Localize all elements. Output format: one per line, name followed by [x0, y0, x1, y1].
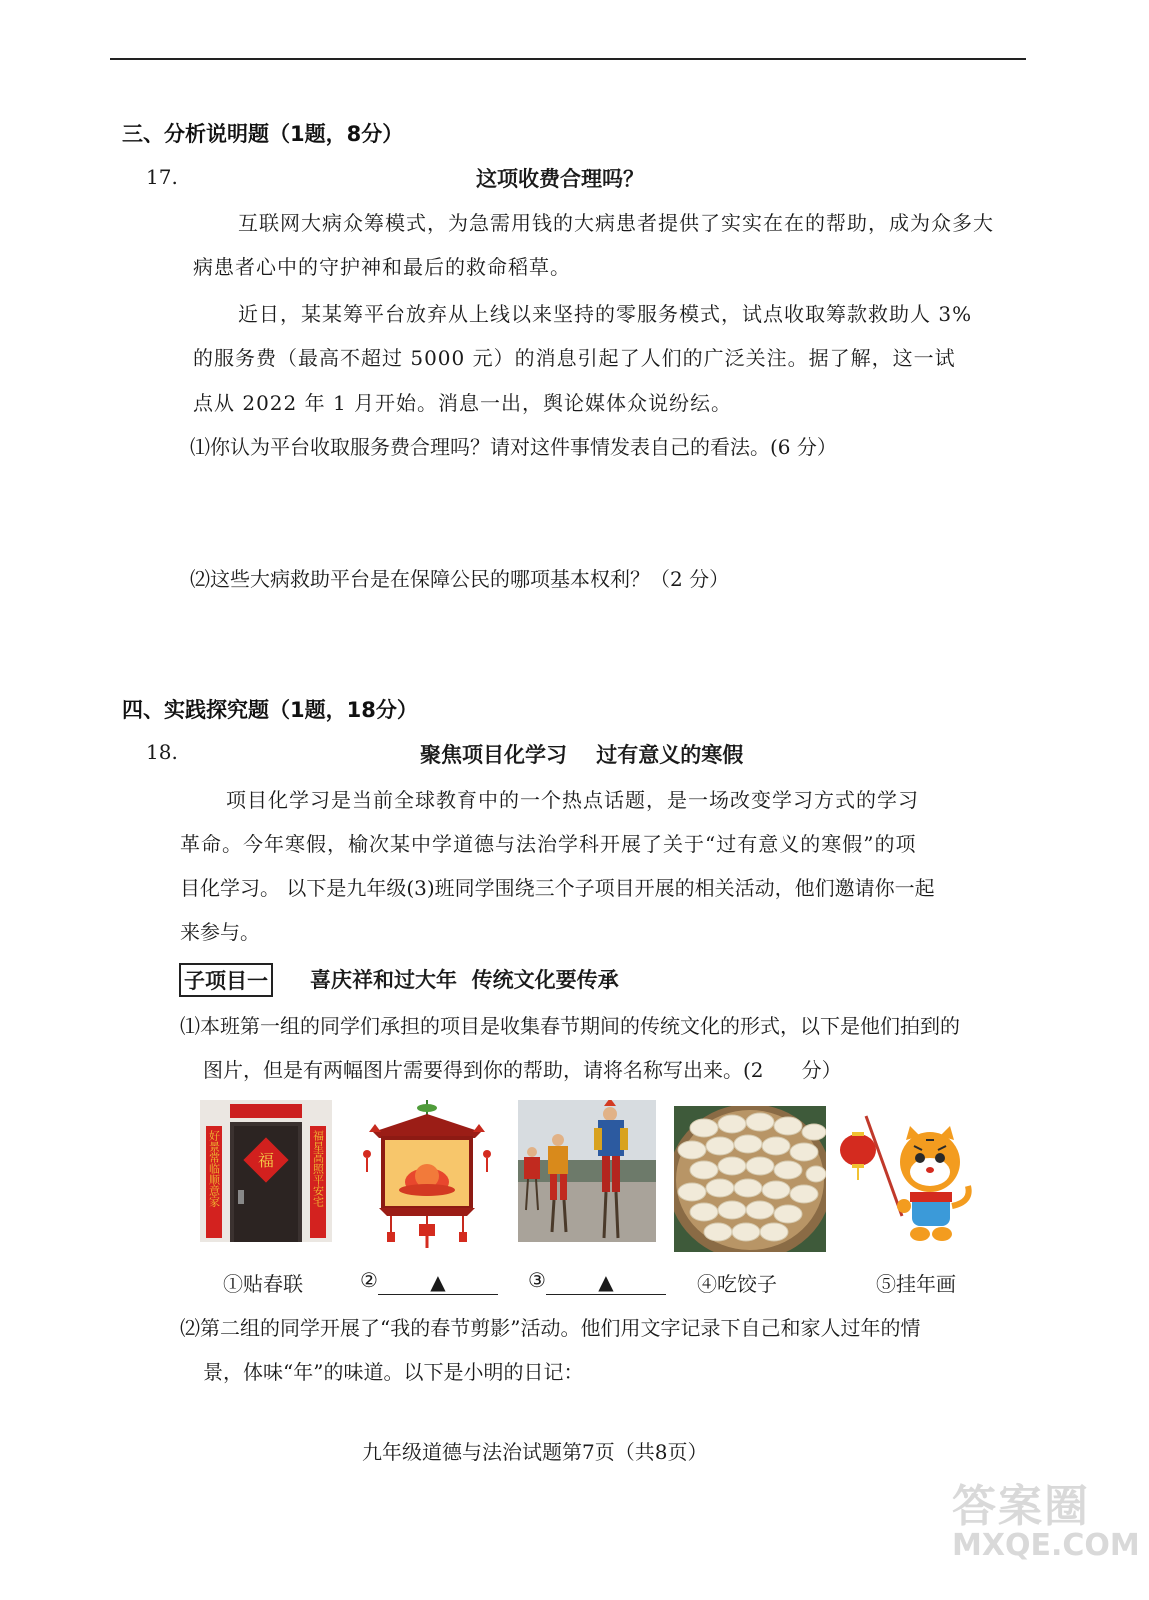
q18-intro-line4: 来参与。: [180, 920, 260, 944]
subproject-title: 喜庆祥和过大年 传统文化要传承: [310, 968, 619, 992]
watermark-bottom: MXQE.COM: [952, 1528, 1140, 1563]
photo-dumplings: [674, 1106, 826, 1252]
q17-para2-line3: 点从 2022 年 1 月开始。消息一出，舆论媒体众说纷纭。: [193, 391, 733, 415]
question-number-17: 17.: [146, 165, 178, 189]
q18-sub2-line1: ⑵第二组的同学开展了“我的春节剪影”活动。他们用文字记录下自己和家人过年的情: [180, 1316, 921, 1340]
q18-sub1-line1: ⑴本班第一组的同学们承担的项目是收集春节期间的传统文化的形式，以下是他们拍到的: [180, 1014, 960, 1038]
caption-3-blank: ▲: [546, 1270, 666, 1295]
caption-5: ⑤挂年画: [876, 1272, 956, 1296]
q17-sub1: ⑴你认为平台收取服务费合理吗？请对这件事情发表自己的看法。(6 分）: [190, 435, 837, 459]
q18-intro-line3: 目化学习。 以下是九年级(3)班同学围绕三个子项目开展的相关活动，他们邀请你一起: [180, 876, 935, 900]
watermark-top: 答案圈: [952, 1481, 1090, 1532]
door-fu-char: 福: [257, 1151, 275, 1170]
photo-spring-couplets: [200, 1100, 332, 1242]
question-number-18: 18.: [146, 740, 178, 764]
question-title-18: 聚焦项目化学习 过有意义的寒假: [420, 743, 744, 767]
caption-2-prefix: ②: [360, 1268, 378, 1292]
couplet-right: 福星高照平安宅: [311, 1130, 325, 1207]
q17-para1-line1: 互联网大病众筹模式，为急需用钱的大病患者提供了实实在在的帮助，成为众多大: [238, 211, 994, 235]
q17-para1-line2: 病患者心中的守护神和最后的救命稻草。: [193, 255, 571, 279]
caption-1: ①贴春联: [223, 1272, 303, 1296]
q17-sub2: ⑵这些大病救助平台是在保障公民的哪项基本权利？（2 分）: [190, 567, 730, 591]
q17-para2-line2: 的服务费（最高不超过 5000 元）的消息引起了人们的广泛关注。据了解，这一试: [193, 346, 956, 370]
top-rule: [110, 58, 1026, 60]
q18-sub2-line2: 景，体味“年”的味道。以下是小明的日记：: [203, 1360, 584, 1384]
section-heading-3: 三、分析说明题（1题，8分）: [122, 122, 404, 146]
caption-3: [528, 1268, 666, 1293]
photo-new-year-painting: [836, 1106, 982, 1250]
couplet-left: 好景常临顺意家: [207, 1130, 221, 1207]
q17-para2-line1: 近日，某某筹平台放弃从上线以来坚持的零服务模式，试点收取筹款救助人 3%: [238, 302, 973, 326]
caption-3-prefix: ③: [528, 1268, 546, 1292]
photo-lantern: [355, 1098, 500, 1250]
question-title-17: 这项收费合理吗？: [476, 167, 644, 191]
section-heading-4: 四、实践探究题（1题，18分）: [122, 698, 418, 722]
q18-intro-line2: 革命。今年寒假，榆次某中学道德与法治学科开展了关于“过有意义的寒假”的项: [180, 832, 917, 856]
photo-stilt-walkers: [518, 1100, 656, 1242]
q18-intro-line1: 项目化学习是当前全球教育中的一个热点话题，是一场改变学习方式的学习: [226, 788, 919, 812]
page-footer: 九年级道德与法治试题第7页（共8页）: [362, 1440, 708, 1464]
caption-2-blank: ▲: [378, 1270, 498, 1295]
subproject-tag: 子项目一: [179, 963, 273, 997]
caption-2: [360, 1268, 498, 1293]
q18-sub1-line2: 图片，但是有两幅图片需要得到你的帮助，请将名称写出来。(2 分）: [203, 1058, 842, 1082]
caption-4: ④吃饺子: [697, 1272, 777, 1296]
